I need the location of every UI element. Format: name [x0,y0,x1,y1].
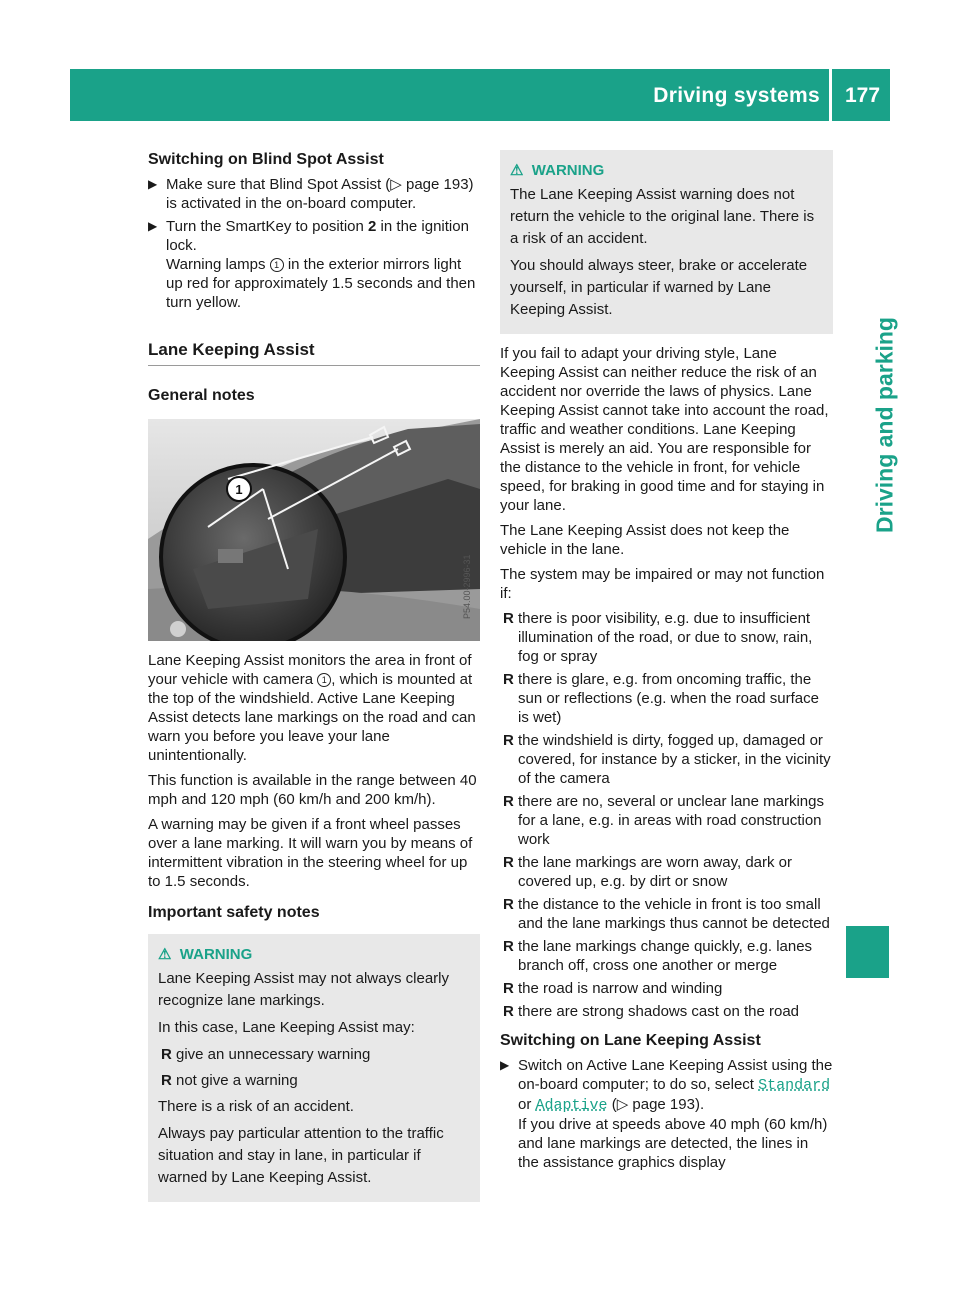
list-item [500,609,833,666]
warning-triangle-icon: ⚠ [158,946,172,963]
lka-on-step [500,1056,833,1172]
windshield-camera-illustration [148,419,480,641]
list-item [500,895,833,933]
step-arrow-icon: ▶ [500,1058,510,1072]
step-arrow-icon: ▶ [148,177,158,191]
warning-text: There is a risk of an accident. [158,1098,354,1115]
list-item [500,979,833,998]
list-item [500,792,833,849]
bsa-step-2 [148,217,480,312]
side-chapter-label: Driving and parking [871,317,898,533]
figure-callout-1: 1 [235,482,243,497]
warning-text: The Lane Keeping Assist warning does not return the vehicle to the original lane. There is a risk of an accident. [510,186,815,247]
warning-triangle-icon: ⚠ [510,162,524,179]
side-chapter-tab [871,300,898,550]
bsa-step-2-text-a: Turn the SmartKey to position [166,218,369,235]
warning-bullet [158,1070,470,1092]
right-column [500,150,833,1176]
step-arrow-icon: ▶ [148,219,158,233]
warning-title: WARNING [531,162,605,179]
bsa-step-2-text-d: Warning lamps [166,256,270,273]
bullet-icon: R [503,610,514,627]
lka-para-1-a: Lane Keeping Assist monitors the area in front of your vehicle with camera [148,652,472,688]
menu-option-standard: Standard [758,1077,831,1094]
warning-box-left [148,934,480,1202]
callout-1-icon: 1 [270,258,284,272]
bullet-icon: R [503,732,514,749]
list-item [500,731,833,788]
list-item [500,670,833,727]
figure-code: P54.00-2996-31 [462,554,472,619]
list-item [500,853,833,891]
impairment-list [500,609,833,1021]
lka-para-1 [148,651,480,765]
list-item-text: there is poor visibility, e.g. due to insufficient illumination of the road, or due to snow, rain, fog or spray [518,610,813,665]
list-item-text: the lane markings are worn away, dark or covered up, e.g. by dirt or snow [518,854,793,890]
bsa-heading: Switching on Blind Spot Assist [148,151,384,168]
list-item-text: the windshield is dirty, fogged up, damaged or covered, for instance by a sticker, in the vicinity of the camera [518,732,831,787]
list-item [500,937,833,975]
callout-1-icon: 1 [317,673,331,687]
bullet-icon: R [503,793,514,810]
warning-text: Always pay particular attention to the traffic situation and stay in lane, in particular if warned by Lane Keeping Assist. [158,1125,444,1186]
lka-section-heading: Lane Keeping Assist [148,340,480,366]
list-item-text: there are no, several or unclear lane markings for a lane, e.g. in areas with road construction work [518,793,824,848]
lka-right-para-2: The Lane Keeping Assist does not keep the vehicle in the lane. [500,522,790,558]
page-number: 177 [845,84,881,107]
warning-header [510,160,823,182]
list-item-text: there are strong shadows cast on the road [518,1003,800,1020]
lka-para-1-b: , which is mounted at the top of the windshield. Active Lane Keeping Assist detects lane markings on the road and can warn you before you leave your lane unintentionally. [148,671,476,764]
warning-bullet-text: give an unnecessary warning [176,1046,371,1063]
list-item-text: there is glare, e.g. from oncoming traffic, the sun or reflections (e.g. when the road surface is wet) [518,671,819,726]
lka-on-step-text-c: If you drive at speeds above 40 mph (60 km/h) and lane markings are detected, the lines in the assistance graphics display [518,1116,828,1171]
page-section-title: Driving systems [653,84,820,107]
safety-notes-heading: Important safety notes [148,904,320,921]
left-column [148,150,480,1212]
warning-box-right [500,150,833,334]
lka-on-step-text-a: Switch on Active Lane Keeping Assist using the on-board computer; to do so, select [518,1057,833,1093]
warning-bullet [158,1044,470,1066]
warning-header [158,944,470,966]
bullet-icon: R [503,938,514,955]
menu-option-adaptive: Adaptive [535,1097,608,1114]
bsa-step-2-text-c: in the ignition lock. [166,218,469,254]
bsa-step-2-text-e: in the exterior mirrors light up red for approximately 1.5 seconds and then turn yellow. [166,256,476,311]
list-item [500,1002,833,1021]
lka-on-heading: Switching on Lane Keeping Assist [500,1032,761,1049]
ignition-position: 2 [368,218,377,235]
lka-on-step-text-b: (▷ page 193). [607,1096,705,1113]
lka-right-para-3: The system may be impaired or may not function if: [500,566,825,602]
lka-on-step-or: or [518,1096,536,1113]
warning-bullet-text: not give a warning [176,1072,298,1089]
lka-para-2: This function is available in the range between 40 mph and 120 mph (60 km/h and 200 km/h). [148,772,477,808]
bullet-icon: R [503,896,514,913]
header-divider [829,69,832,121]
bullet-icon: R [503,671,514,688]
warning-text: In this case, Lane Keeping Assist may: [158,1019,415,1036]
bsa-step-1-text: Make sure that Blind Spot Assist (▷ page 193) is activated in the on-board computer. [166,176,474,212]
list-item-text: the road is narrow and winding [518,980,723,997]
warning-text: Lane Keeping Assist may not always clearly recognize lane markings. [158,970,449,1009]
bsa-step-1 [148,175,480,213]
bullet-icon: R [161,1046,172,1063]
warning-title: WARNING [179,946,253,963]
list-item-text: the distance to the vehicle in front is too small and the lane markings thus cannot be detected [518,896,830,932]
bullet-icon: R [503,1003,514,1020]
list-item-text: the lane markings change quickly, e.g. lanes branch off, cross one another or merge [518,938,813,974]
general-notes-heading: General notes [148,387,255,404]
lka-para-3: A warning may be given if a front wheel passes over a lane marking. It will warn you by means of intermittent vibration in the steering wheel for up to 1.5 seconds. [148,816,473,890]
warning-text: You should always steer, brake or accelerate yourself, in particular if warned by Lane Keeping Assist. [510,257,808,318]
side-chapter-marker [846,926,889,978]
bullet-icon: R [503,980,514,997]
bullet-icon: R [161,1072,172,1089]
lka-right-para-1: If you fail to adapt your driving style, Lane Keeping Assist can neither reduce the risk of an accident nor override the laws of physics. Lane Keeping Assist cannot take into account the road, traffic and weather conditions. Lane Keeping Assist is merely an aid. You are responsible for the distance to the vehicle in front, for vehicle speed, for braking in good time and for staying in your lane. [500,345,829,514]
bullet-icon: R [503,854,514,871]
